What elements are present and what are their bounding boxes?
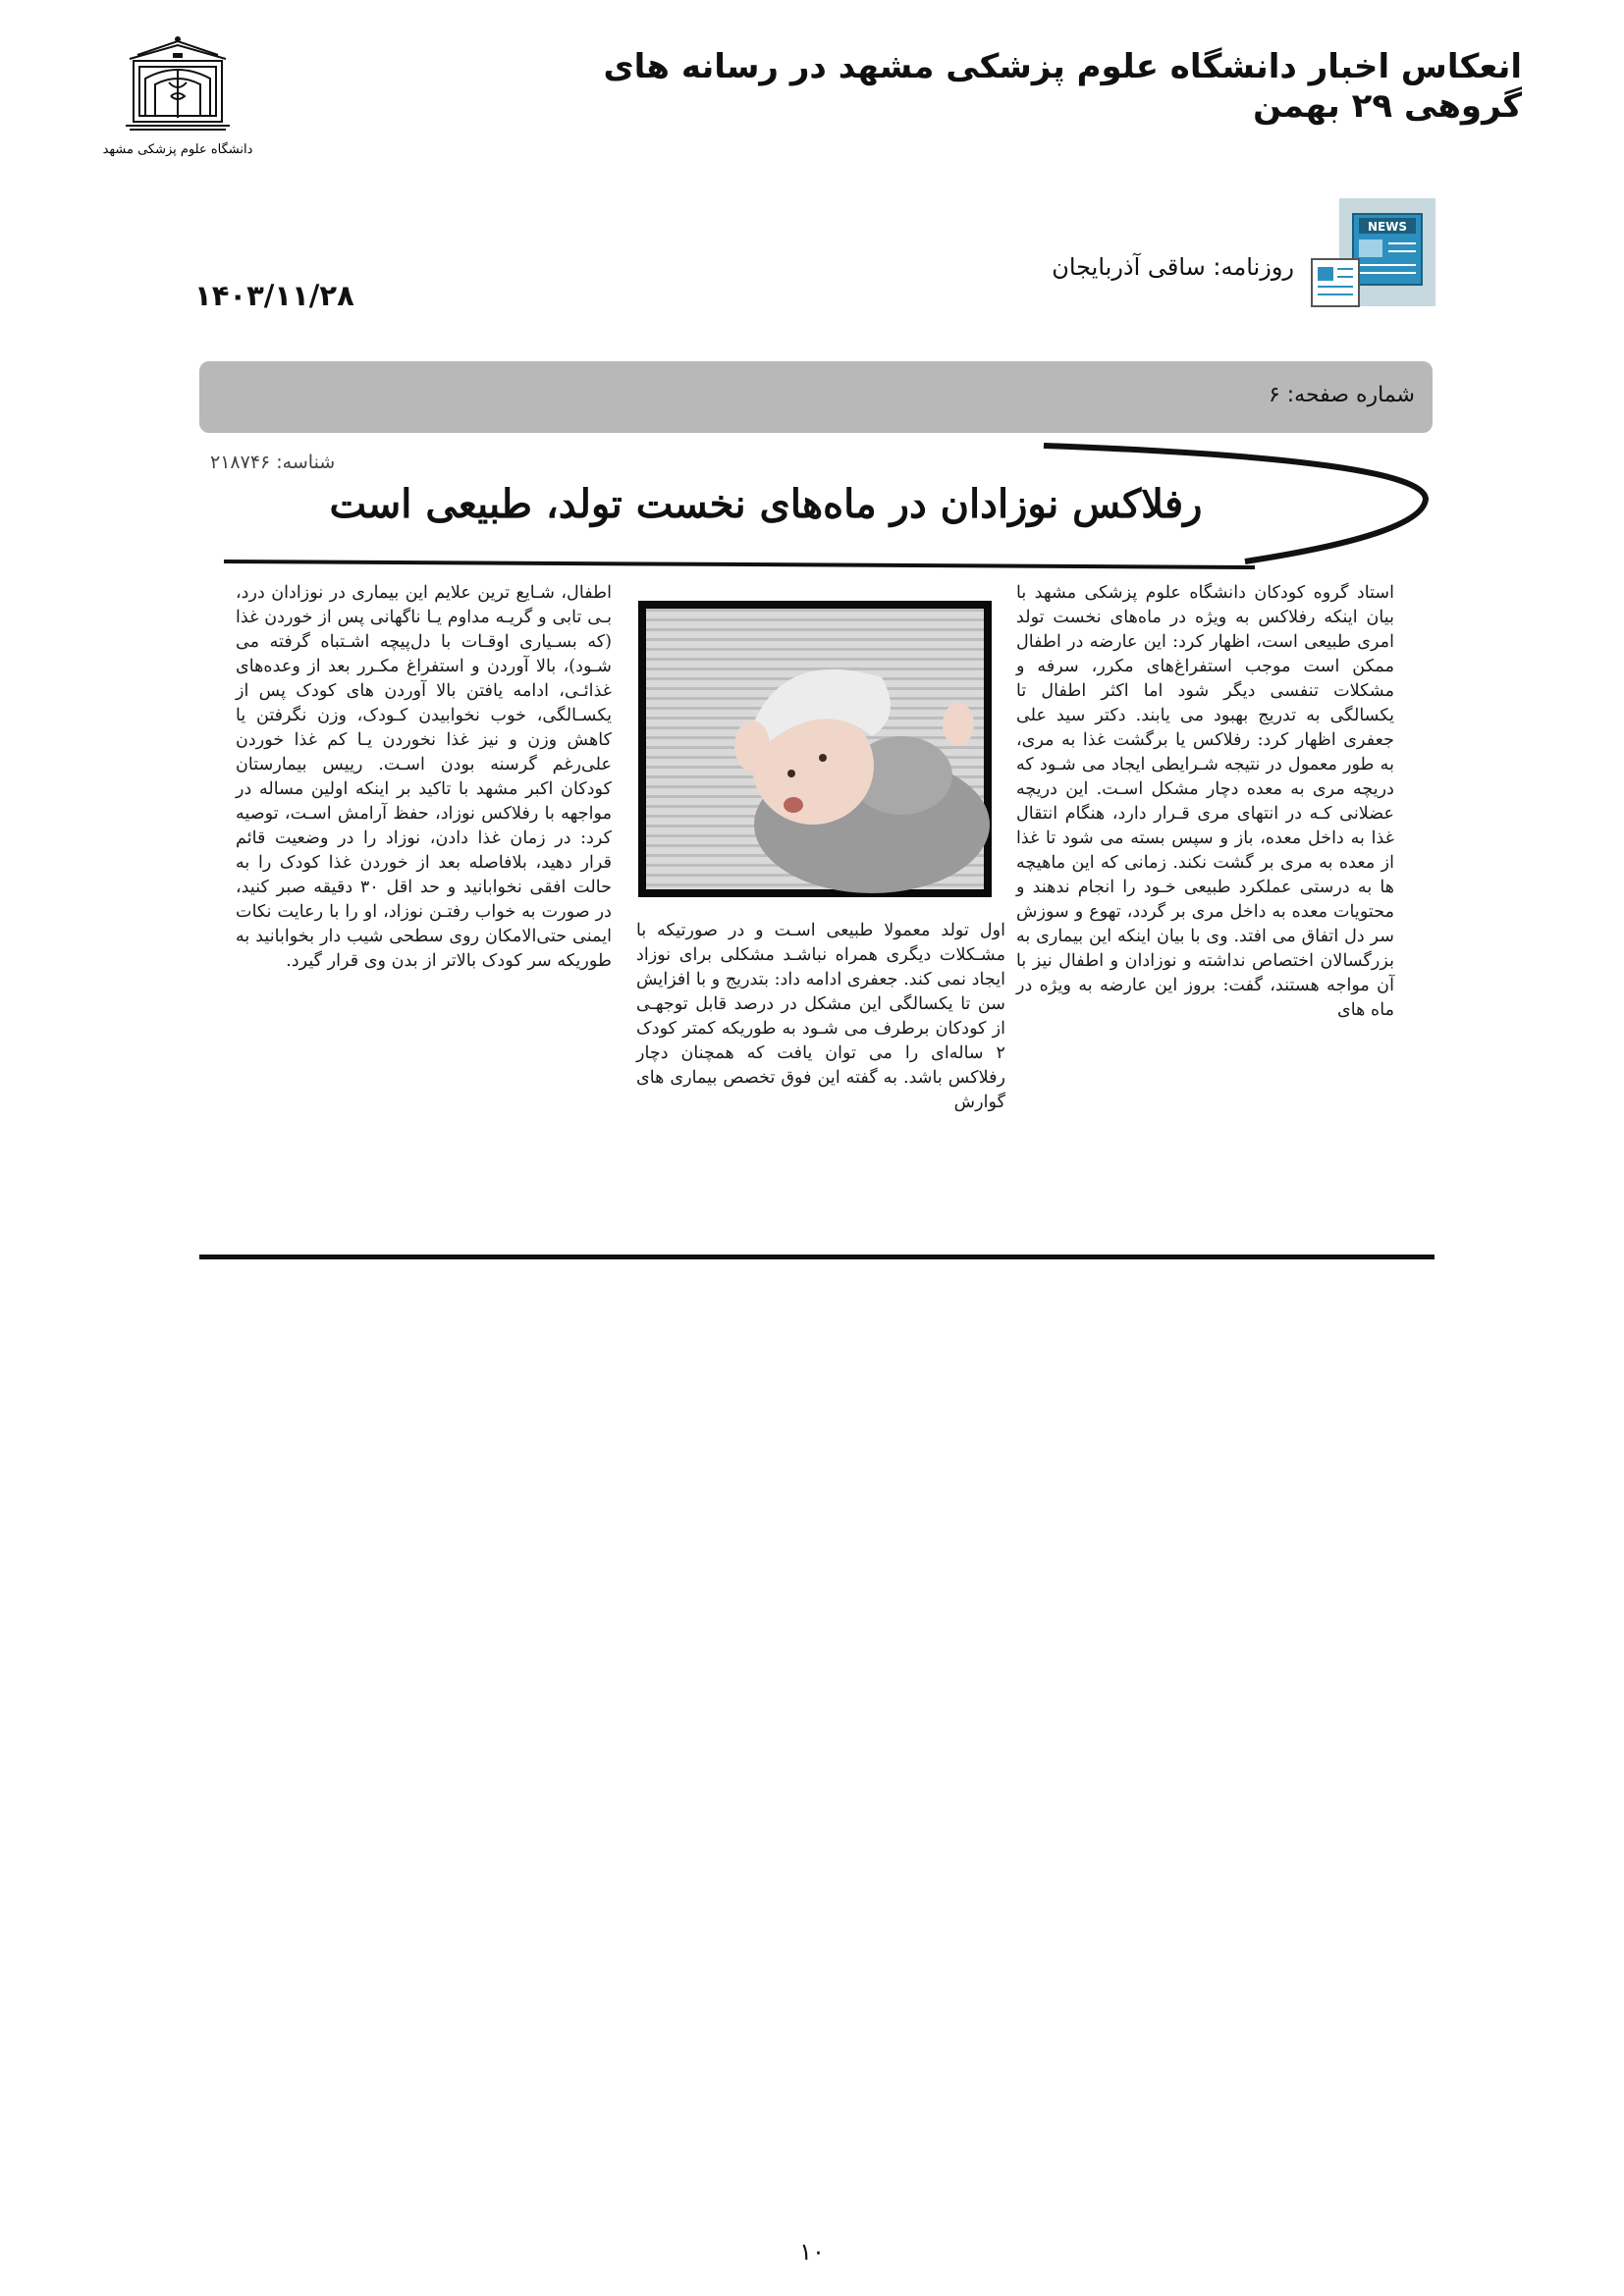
baby-photo-icon — [646, 609, 984, 889]
footer-page-number: ۱۰ — [799, 2238, 825, 2266]
header-title: انعکاس اخبار دانشگاه علوم پزشکی مشهد در رسانه های گروهی ۲۹ بهمن — [603, 47, 1522, 126]
university-logo — [102, 35, 253, 167]
newspaper-icon — [1310, 198, 1435, 308]
page-number-label: شماره صفحه: ۶ — [1268, 383, 1415, 407]
svg-text:دانشگاه علوم پزشکی مشهد: دانشگاه علوم پزشکی مشهد — [102, 142, 253, 157]
article-photo — [638, 601, 992, 897]
article-column-right: استاد گروه کودکان دانشگاه علوم پزشکی مشهد با بیان اینکه رفلاکس به ویژه در ماه‌های نخست تولد امری طبیعی است، اظهار کرد: این عارضه در اطفال ممکن است موجب استفراغ‌های مکرر، سرفه و مشکلات تنفسی دیگر شود اما اکثر اطفال تا یکسالگی به تدریج بهبود می یابند. دکتر سید علی جعفری اظهار کرد: رفلاکس یا برگشت غذا به مری، به طور معمول در نتیجه شـرایطی ایجاد می شـود که دریچه مری به معده دچار مشکل اسـت. این دریچه عضلانی کـه در انتهای مری قـرار دارد، هنگام انتقال غذا به داخل معده، باز و سپس بسته می شود تا غذا از معده به مری بر گشت نکند. زمانی که این ماهیچه ها به درستی عملکرد طبیعی خـود را انجام ندهند و محتویات معده به داخل مری بر گردد، تهوع و سوزش سر دل اتفاق می افتد. وی با بیان اینکه این بیماری به بزرگسالان اختصاص نداشته و نوزادان و اطفال نیز با آن مواجه هستند، گفت: بروز این عارضه به ویژه در ماه های — [1016, 583, 1394, 1020]
svg-text:NEWS: NEWS — [1367, 220, 1408, 234]
article-column-middle: اول تولد معمولا طبیعی اسـت و در صورتیکه با مشـکلات دیگری همراه نباشـد مشکلی برای نوزاد ایجاد نمی کند. جعفری ادامه داد: بتدریج و با افزایش سن تا یکسالگی این مشکل در درصد قابل توجهـی از کودکان برطرف می شـود به طوریکه کمتر کودک ۲ ساله‌ای را می توان یافت که همچنان دچار رفلاکس باشد. به گفته این فوق تخصص بیماری های گوارش — [636, 921, 1005, 1112]
article-column-left: اطفال، شـایع ترین علایم این بیماری در نوزادان درد، بـی تابی و گریـه مداوم یـا ناگهانی پس از خوردن غذا (که بسـیاری اوقـات با دل‌پیچه اشـتباه گرفته می شـود)، بالا آوردن و استفراغ مکـرر بعد از وعده‌های غذائـی، ادامه یافتن بالا آوردن های کودک پس از یکسـالگی، خوب نخوابیدن کـودک، وزن نگرفتن یا کاهش وزن و نیز غذا نخوردن یـا کم غذا خوردن علی‌رغم گرسنه بودن اسـت. رییس بیمارستان کودکان اکبر مشهد با تاکید بر اینکه اولین مساله در مواجهه با رفلاکس نوزاد، حفظ آرامش اسـت، توصیه کرد: در زمان غذا دادن، نوزاد را در وضعیت قائم قرار دهید، بلافاصله بعد از خوردن غذا کودک را به حالت افقی نخوابانید و حد اقل ۳۰ دقیقه صبر کنید، در صورت به خواب رفتـن نوزاد، او را با رعایت نکات ایمنی حتی‌الامکان روی سطحی شیب دار بخوابانید به طوریکه سر کودک بالاتر از بدن وی قرار گیرد. — [236, 583, 613, 971]
page-number-band — [199, 361, 1433, 433]
newspaper-source: روزنامه: ساقی آذربایجان — [1052, 253, 1294, 281]
article-headline: رفلاکس نوزادان در ماه‌های نخست تولد، طبیعی است — [329, 481, 1203, 527]
article-id: شناسه: ۲۱۸۷۴۶ — [210, 452, 336, 473]
article-bottom-rule — [199, 1255, 1435, 1259]
university-emblem-icon — [102, 35, 253, 167]
issue-date: ۱۴۰۳/۱۱/۲۸ — [194, 279, 354, 312]
